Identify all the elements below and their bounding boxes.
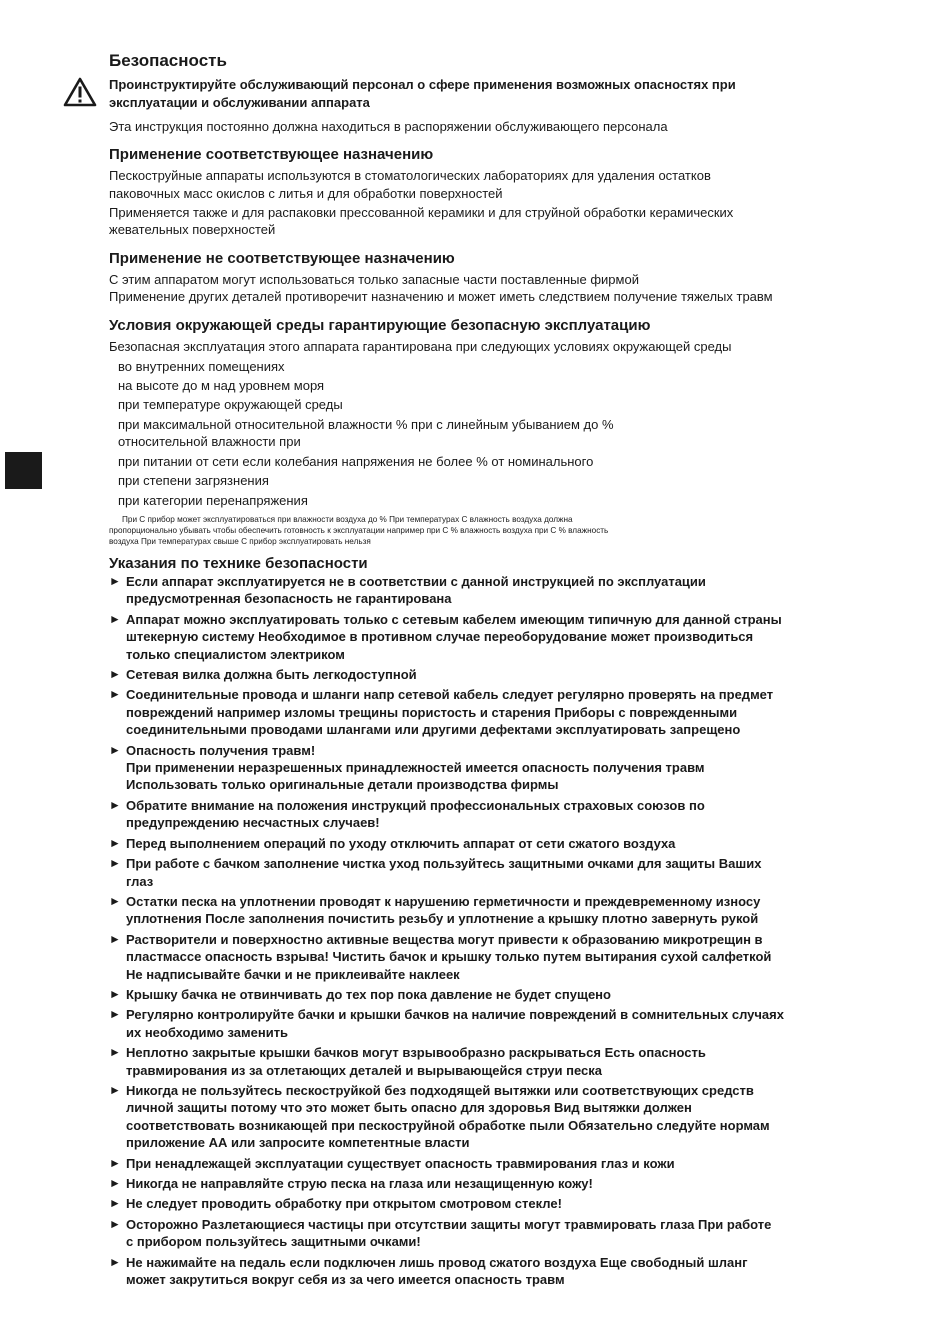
condition-item: при питании от сети если колебания напряжения не более % от номинального [118, 454, 594, 469]
safety-note-item [109, 666, 869, 683]
safety-note-line: травмирования из за отлетающих деталей и вырывающейся струи песка [126, 1062, 603, 1078]
safety-note-item [109, 893, 869, 928]
safety-note-line: Крышку бачка не отвинчивать до тех пор пока давление не будет спущено [126, 986, 611, 1002]
safety-note-item [109, 1216, 869, 1251]
safety-note-item [109, 1155, 869, 1172]
proper-use-line-3: Применяется также и для распаковки прессованной керамики и для струйной обработки керамических [109, 205, 734, 220]
safety-note-line: Осторожно Разлетающиеся частицы при отсутствии защиты могут травмировать глаза При работе [126, 1216, 772, 1232]
safety-note-line: Сетевая вилка должна быть легкодоступной [126, 667, 417, 683]
bullet-arrow-icon: ► [109, 1155, 121, 1170]
section-title-safety: Безопасность [109, 51, 227, 70]
safety-note-item [109, 1082, 869, 1152]
safety-note-line: Опасность получения травм! [126, 742, 316, 758]
bullet-arrow-icon: ► [109, 835, 121, 850]
bullet-arrow-icon: ► [109, 1045, 121, 1060]
safety-note-item [109, 573, 869, 608]
safety-note-item [109, 1175, 869, 1192]
bullet-arrow-icon: ► [109, 1082, 121, 1097]
safety-note: Эта инструкция постоянно должна находиться в распоряжении обслуживающего персонала [109, 119, 668, 134]
bullet-arrow-icon: ► [109, 1216, 121, 1231]
safety-note-item [109, 686, 869, 738]
safety-note-line: Растворители и поверхностно активные вещества могут привести к образованию микротрещин в [126, 931, 763, 947]
safety-note-line: глаз [126, 873, 154, 889]
bullet-arrow-icon: ► [109, 986, 121, 1001]
warning-triangle-icon [63, 77, 97, 107]
section-title-environment: Условия окружающей среды гарантирующие безопасную эксплуатацию [109, 317, 651, 334]
safety-note-line: Не следует проводить обработку при открытом смотровом стекле! [126, 1196, 562, 1212]
environment-footnote-line-1: При С прибор может эксплуатироваться при влажности воздуха до % При температурах С влажность воздуха должна [122, 515, 573, 524]
bullet-arrow-icon: ► [109, 893, 121, 908]
improper-use-line-1: С этим аппаратом могут использоваться только запасные части поставленные фирмой [109, 272, 639, 287]
safety-note-line: приложение АА или запросите компетентные власти [126, 1135, 470, 1151]
safety-note-line: их необходимо заменить [126, 1024, 289, 1040]
safety-note-item [109, 611, 869, 663]
safety-note-line: При применении неразрешенных принадлежностей имеется опасность получения травм [126, 760, 705, 776]
condition-item: во внутренних помещениях [118, 359, 285, 374]
section-title-improper-use: Применение не соответствующее назначению [109, 250, 455, 267]
safety-note-item [109, 1006, 869, 1041]
safety-note-line: Никогда не направляйте струю песка на глаза или незащищенную кожу! [126, 1176, 593, 1191]
safety-note-line: Обратите внимание на положения инструкций профессиональных страховых союзов по [126, 797, 705, 813]
safety-note-item [109, 835, 869, 852]
bullet-arrow-icon: ► [109, 1196, 121, 1211]
safety-note-line: личной защиты потому что это может быть опасно для здоровья Вид вытяжки должен [126, 1100, 692, 1116]
condition-item: относительной влажности при [118, 434, 301, 449]
safety-note-item [109, 855, 869, 890]
safety-note-line: При работе с бачком заполнение чистка уход пользуйтесь защитными очками для защиты Ваших [126, 856, 762, 872]
safety-note-line: Не нажимайте на педаль если подключен лишь провод сжатого воздуха Еще свободный шланг [126, 1254, 748, 1270]
safety-note-line: Регулярно контролируйте бачки и крышки бачков на наличие повреждений в сомнительных случаях [126, 1007, 784, 1023]
safety-note-line: предупреждению несчастных случаев! [126, 815, 380, 831]
safety-note-item [109, 742, 869, 794]
condition-item: при степени загрязнения [118, 473, 269, 488]
safety-notes-list [109, 573, 869, 1291]
bullet-arrow-icon: ► [109, 856, 121, 871]
bullet-arrow-icon: ► [109, 797, 121, 812]
safety-note-line: Перед выполнением операций по уходу отключить аппарат от сети сжатого воздуха [126, 835, 676, 851]
bullet-arrow-icon: ► [109, 574, 121, 588]
safety-note-line: уплотнения После заполнения почистить резьбу и уплотнение а крышку плотно завернуть рукой [126, 911, 759, 927]
bullet-arrow-icon: ► [109, 931, 121, 946]
condition-item: при максимальной относительной влажности % при с линейным убыванием до % [118, 417, 614, 432]
proper-use-line-2: паковочных масс окислов с литья и для обработки поверхностей [109, 186, 503, 201]
condition-item: при температуре окружающей среды [118, 397, 343, 412]
proper-use-line-1: Пескоструйные аппараты используются в стоматологических лабораториях для удаления остатков [109, 168, 711, 183]
bullet-arrow-icon: ► [109, 667, 121, 682]
bullet-arrow-icon: ► [109, 1254, 121, 1269]
safety-note-line: штекерную систему Необходимое в противном случае переоборудование может производиться [126, 629, 754, 645]
safety-note-item [109, 986, 869, 1003]
safety-note-line: предусмотренная безопасность не гарантирована [126, 591, 452, 607]
safety-note-line: Никогда не пользуйтесь пескоструйкой без подходящей вытяжки или соответствующих средств [126, 1082, 754, 1098]
proper-use-line-4: жевательных поверхностей [109, 222, 276, 237]
safety-note-line: соединительными проводами шлангами или другими дефектами эксплуатировать запрещено [126, 722, 741, 738]
safety-note-line: Соединительные провода и шланги напр сетевой кабель следует регулярно проверять на предмет [126, 687, 774, 703]
warning-text-line-2: эксплуатации и обслуживании аппарата [109, 95, 370, 110]
safety-note-line: Не надписывайте бачки и не приклеивайте наклеек [126, 966, 460, 982]
improper-use-line-2: Применение других деталей противоречит назначению и может иметь следствием получение тяжелых травм [109, 289, 773, 304]
section-title-proper-use: Применение соответствующее назначению [109, 146, 434, 163]
bullet-arrow-icon: ► [109, 1007, 121, 1022]
bullet-arrow-icon: ► [109, 611, 121, 626]
safety-note-line: Аппарат можно эксплуатировать только с сетевым кабелем имеющим типичную для данной страны [126, 611, 782, 627]
safety-note-item [109, 931, 869, 983]
side-tab-marker [5, 452, 42, 489]
bullet-arrow-icon: ► [109, 1176, 121, 1190]
safety-note-line: Остатки песка на уплотнении проводят к нарушению герметичности и преждевременному износу [126, 893, 761, 909]
section-title-safety-notes: Указания по технике безопасности [109, 555, 368, 572]
safety-note-line: повреждений например изломы трещины пористость и старения Приборы с поврежденными [126, 704, 738, 720]
environment-footnote-line-2: пропорционально убывать чтобы обеспечить готовность к эксплуатации например при С % влажность воздуха при С % влажность [109, 526, 609, 535]
bullet-arrow-icon: ► [109, 742, 121, 757]
safety-note-line: с прибором пользуйтесь защитными очками! [126, 1234, 421, 1250]
safety-note-line: Использовать только оригинальные детали производства фирмы [126, 777, 559, 793]
safety-note-item [109, 797, 869, 832]
warning-text-line-1: Проинструктируйте обслуживающий персонал о сфере применения возможных опасностях при [109, 77, 736, 92]
environment-footnote-line-3: воздуха При температурах свыше С прибор эксплуатировать нельзя [109, 537, 371, 546]
safety-note-item [109, 1195, 869, 1212]
environment-intro: Безопасная эксплуатация этого аппарата гарантирована при следующих условиях окружающей среды [109, 339, 732, 354]
safety-note-line: соответствовать возникающей при пескоструйной обработке пыли Обязательно следуйте нормам [126, 1117, 770, 1133]
safety-note-line: только специалистом электриком [126, 646, 345, 662]
condition-item: при категории перенапряжения [118, 493, 308, 508]
safety-note-item [109, 1044, 869, 1079]
safety-note-line: может закрутиться вокруг себя из за чего имеется опасность травм [126, 1272, 565, 1288]
safety-note-line: Неплотно закрытые крышки бачков могут взрывообразно раскрываться Есть опасность [126, 1045, 706, 1061]
safety-note-item [109, 1254, 869, 1289]
safety-note-line: При ненадлежащей эксплуатации существует опасность травмирования глаз и кожи [126, 1155, 675, 1171]
safety-note-line: пластмассе опасность взрыва! Чистить бачок и крышку только путем вытирания сухой салфеткой [126, 949, 772, 965]
bullet-arrow-icon: ► [109, 687, 121, 702]
safety-note-line: Если аппарат эксплуатируется не в соответствии с данной инструкцией по эксплуатации [126, 574, 706, 589]
condition-item: на высоте до м над уровнем моря [118, 378, 325, 393]
